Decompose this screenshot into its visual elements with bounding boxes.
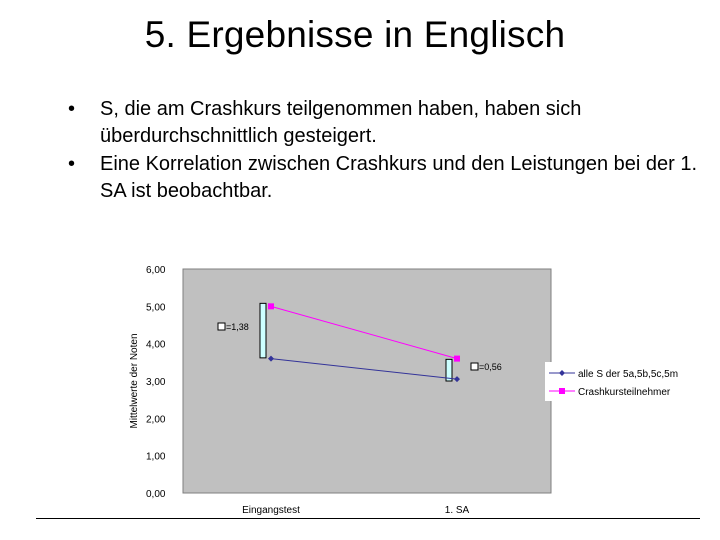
- bullet-text: Eine Korrelation zwischen Crashkurs und den Leistungen bei der 1. SA ist beobachtbar.: [100, 153, 698, 202]
- legend-label: Crashkursteilnehmer: [578, 387, 671, 398]
- difference-label: =0,56: [479, 362, 502, 372]
- data-point: [454, 356, 460, 362]
- legend-marker: [559, 388, 565, 394]
- difference-symbol: [218, 323, 225, 330]
- data-point: [268, 303, 274, 309]
- y-tick-label: 1,00: [146, 451, 166, 463]
- plot-area: [183, 269, 551, 493]
- y-tick-label: 4,00: [146, 339, 166, 351]
- bullet-text: S, die am Crashkurs teilgenommen haben, haben sich überdurchschnittlich gesteigert.: [100, 98, 582, 147]
- difference-bar: [260, 303, 266, 358]
- x-tick-label: 1. SA: [444, 505, 470, 516]
- y-tick-label: 3,00: [146, 377, 166, 388]
- legend-label: alle S der 5a,5b,5c,5m: [578, 369, 679, 380]
- difference-label: =1,38: [226, 322, 249, 332]
- y-tick-label: 5,00: [146, 302, 166, 314]
- bullet-dot: •: [68, 98, 76, 120]
- bottom-rule: [36, 518, 700, 519]
- bullet-dot: •: [68, 153, 76, 175]
- y-axis-title: Mittelwerte der Noten: [129, 333, 140, 429]
- y-tick-label: 6,00: [146, 265, 166, 276]
- y-tick-label: 2,00: [146, 414, 166, 426]
- y-tick-label: 0,00: [146, 489, 166, 500]
- slide-title: 5. Ergebnisse in Englisch: [144, 14, 566, 55]
- difference-symbol: [471, 363, 478, 370]
- x-tick-label: Eingangstest: [242, 505, 300, 516]
